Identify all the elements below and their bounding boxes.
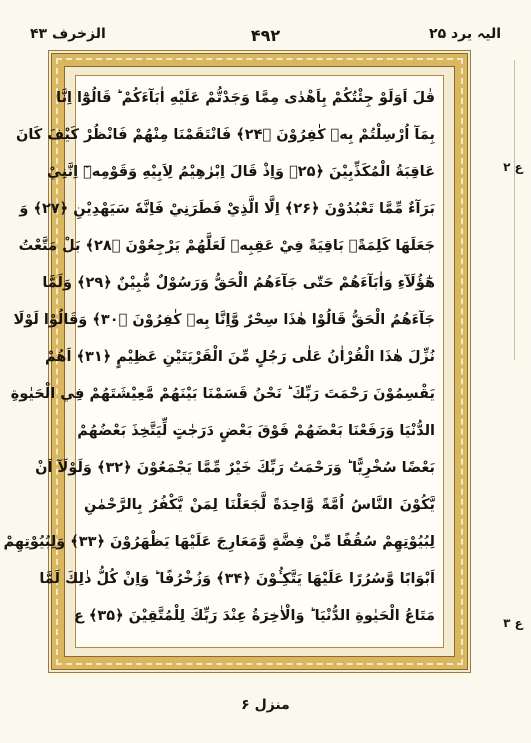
text-line: بِمَآ اُرْسِلْتُمْ بِهٖ كٰفِرُوْنَ ﴿۲۴﴾ فَانْتَقَمْنَا مِنْهُمْ فَانْظُرْ كَيْفَ كَانَ <box>15 127 435 143</box>
text-line: مَتَاعُ الْحَيٰوةِ الدُّنْيَا ؕ وَالْاٰخِرَةُ عِنْدَ رَبِّكَ لِلْمُتَّقِيْنَ ﴿۳۵﴾ ع <box>73 608 435 624</box>
quran-text-block <box>3 75 444 648</box>
margin-guide-line <box>514 60 515 360</box>
text-line: يَّكُوْنَ النَّاسُ اُمَّةً وَّاحِدَةً لَّجَعَلْنَا لِمَنْ يَّكْفُرُ بِالرَّحْمٰنِ <box>84 497 435 513</box>
text-line: بَعْضًا سُخْرِيًّا ؕ وَرَحْمَتُ رَبِّكَ خَيْرٌ مِّمَّا يَجْمَعُوْنَ ﴿۳۲﴾ وَلَوْلَآ اَنْ <box>35 460 435 476</box>
text-line: جَعَلَهَا كَلِمَةًۢ بَاقِيَةً فِيْ عَقِبِهٖ لَعَلَّهُمْ يَرْجِعُوْنَ ﴿۲۸﴾ بَلْ مَتَّعْتُ <box>18 238 435 254</box>
page-number: ۴۹۲ <box>250 26 281 45</box>
ruku-marker: ع ۲ <box>503 160 523 174</box>
ornamental-frame <box>3 50 471 673</box>
manzil-footer: منزل ۶ <box>241 697 290 713</box>
text-line: الدُّنْيَا وَرَفَعْنَا بَعْضَهُمْ فَوْقَ بَعْضٍ دَرَجٰتٍ لِّيَتَّخِذَ بَعْضُهُمْ <box>77 423 435 439</box>
page-header <box>30 26 501 52</box>
ruku-marker: ع ۳ <box>503 616 523 630</box>
text-line: لِبُيُوْتِهِمْ سُقُفًا مِّنْ فِضَّةٍ وَّمَعَارِجَ عَلَيْهَا يَظْهَرُوْنَ ﴿۳۳﴾ وَلِبُيُوْتِهِمْ <box>3 534 435 550</box>
text-line: يَقْسِمُوْنَ رَحْمَتَ رَبِّكَ ؕ نَحْنُ قَسَمْنَا بَيْنَهُمْ مَّعِيْشَتَهُمْ فِي الْحَيٰوةِ <box>10 386 435 402</box>
text-line: اَبْوَابًا وَّسُرُرًا عَلَيْهَا يَتَّكِـُٔوْنَ ﴿۳۴﴾ وَزُخْرُفًا ؕ وَاِنْ كُلُّ ذٰلِكَ لَمَّا <box>39 571 435 587</box>
surah-label: الزخرف ۴۳ <box>30 26 106 42</box>
text-line: قٰلَ اَوَلَوْ جِئْتُكُمْ بِاَهْدٰى مِمَّا وَجَدْتُّمْ عَلَيْهِ اٰبَآءَكُمْ ؕ قَالُوْٓا اِنَّا <box>56 90 435 106</box>
text-line: نُزِّلَ هٰذَا الْقُرْاٰنُ عَلٰى رَجُلٍ مِّنَ الْقَرْيَتَيْنِ عَظِيْمٍ ﴿۳۱﴾ اَهُمْ <box>45 349 435 365</box>
text-line: هٰٓؤُلَآءِ وَاٰبَآءَهُمْ حَتّٰى جَآءَهُمُ الْحَقُّ وَرَسُوْلٌ مُّبِيْنٌ ﴿۲۹﴾ وَلَمَّا <box>42 275 435 291</box>
text-line: عَاقِبَةُ الْمُكَذِّبِيْنَ ﴿۲۵﴾ وَاِذْ قَالَ اِبْرٰهِيْمُ لِاَبِيْهِ وَقَوْمِهٖٓ اِنَّنِيْ <box>47 164 435 180</box>
text-line: جَآءَهُمُ الْحَقُّ قَالُوْا هٰذَا سِحْرٌ وَّاِنَّا بِهٖ كٰفِرُوْنَ ﴿۳۰﴾ وَقَالُوْا لَوْلَا <box>13 312 435 328</box>
para-label: الیہ یرد ۲۵ <box>429 26 501 42</box>
text-line: بَرَآءٌ مِّمَّا تَعْبُدُوْنَ ﴿۲۶﴾ اِلَّا الَّذِيْ فَطَرَنِيْ فَاِنَّهٗ سَيَهْدِيْنِ ﴿۲۷﴾ وَ <box>19 201 435 217</box>
